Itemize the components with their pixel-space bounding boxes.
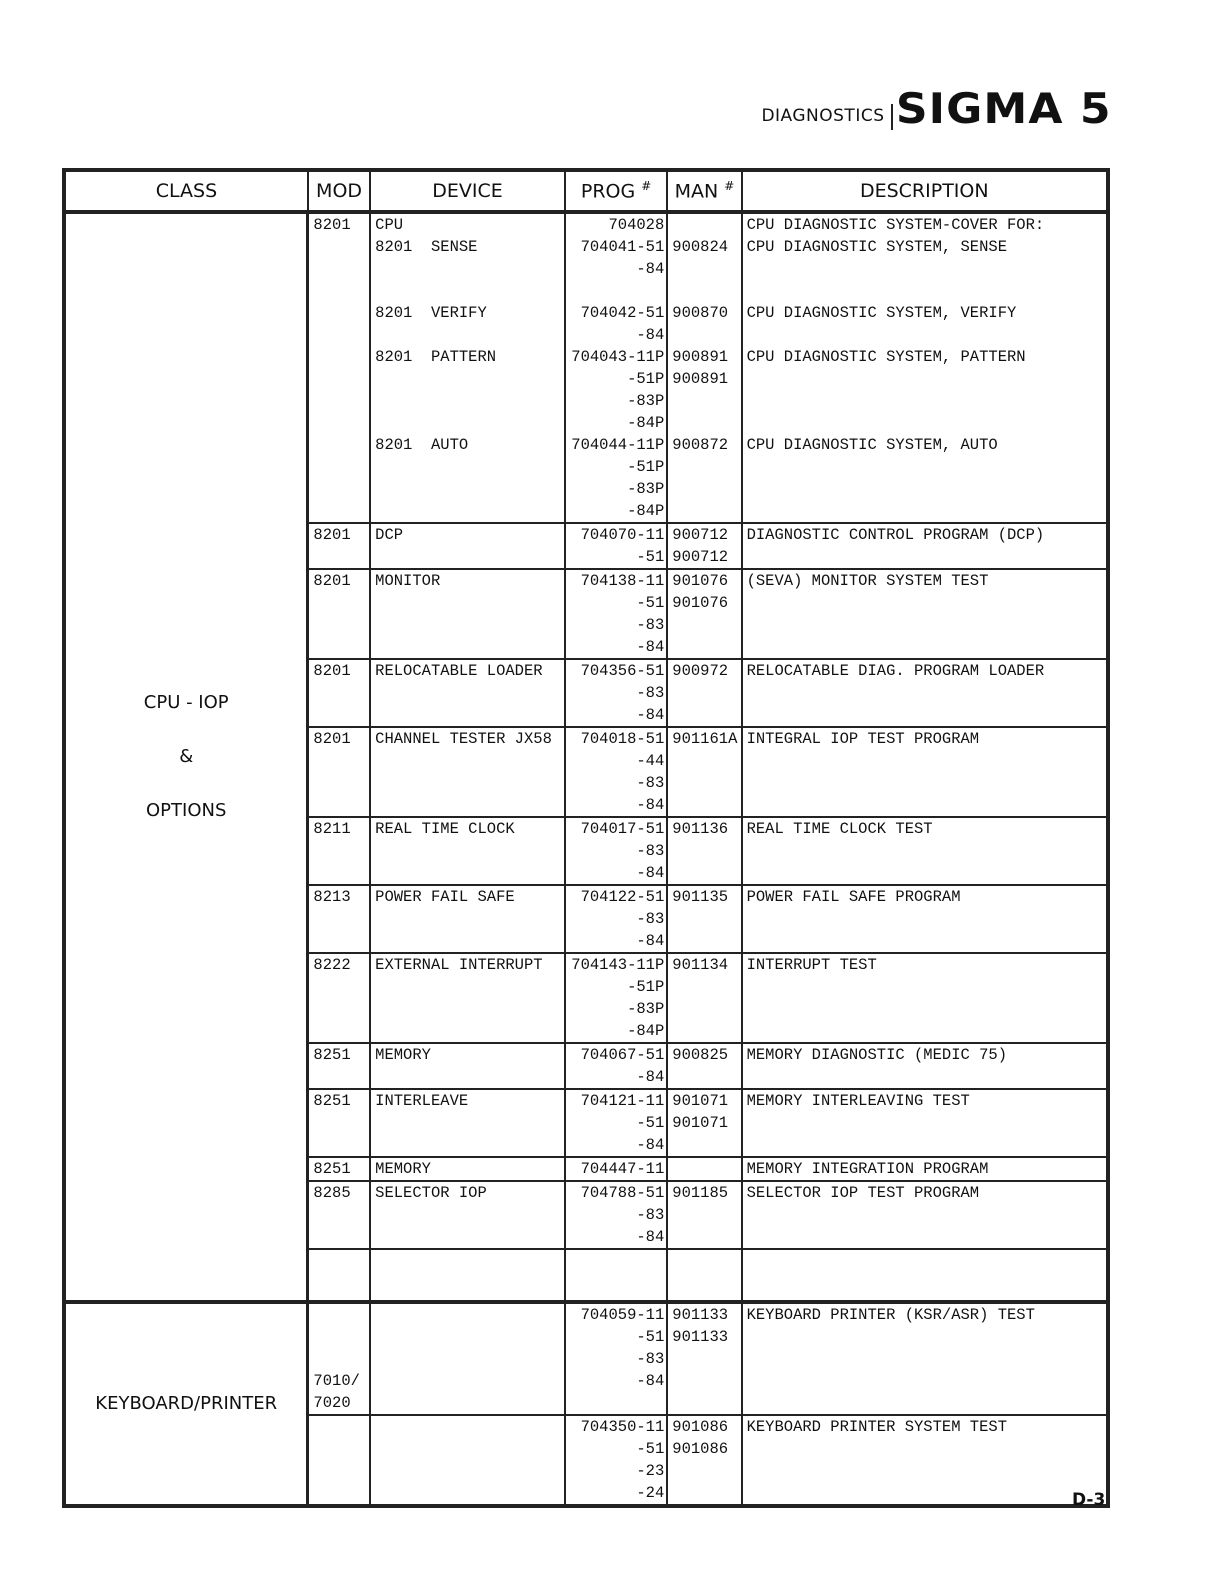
device-cell <box>370 212 565 523</box>
prog-cell-line: -84 <box>636 706 665 724</box>
prog-cell-line: 704122-51 <box>580 888 665 906</box>
prog-cell-line: 704788-51 <box>580 1184 665 1202</box>
col-prog: PROG # <box>565 170 667 212</box>
prog-cell-line: 704121-11 <box>580 1092 665 1110</box>
mod-cell-line <box>313 1326 365 1348</box>
prog-cell <box>565 817 667 885</box>
man-cell-line: 901076 <box>672 594 729 612</box>
mod-cell-line: 8201 <box>313 216 351 234</box>
prog-cell-line: -83P <box>627 1000 665 1018</box>
prog-cell-line: -24 <box>636 1484 665 1502</box>
prog-cell-line: -84 <box>636 796 665 814</box>
description-cell-line: INTERRUPT TEST <box>746 956 877 974</box>
device-cell-line <box>375 324 560 346</box>
prog-cell-line: -84 <box>636 326 665 344</box>
prog-cell-line: -51 <box>636 1114 665 1132</box>
description-cell-line <box>747 324 1102 346</box>
description-cell <box>742 885 1108 953</box>
prog-cell-line: 704138-11 <box>580 572 665 590</box>
mod-cell-line: 8213 <box>313 888 351 906</box>
man-cell <box>667 659 741 727</box>
device-cell-line: 8201 PATTERN <box>375 348 497 366</box>
mod-cell <box>308 1089 370 1157</box>
mod-cell <box>308 953 370 1043</box>
description-cell <box>742 212 1108 523</box>
col-class: CLASS <box>64 170 308 212</box>
prog-cell-line: -83 <box>636 1350 665 1368</box>
description-cell-line: CPU DIAGNOSTIC SYSTEM, SENSE <box>746 238 1008 256</box>
mod-cell <box>308 885 370 953</box>
prog-cell-line: -51 <box>636 548 665 566</box>
prog-cell-line: -83 <box>636 616 665 634</box>
description-cell-line <box>747 368 1102 390</box>
table-header-row <box>64 170 1108 212</box>
prog-cell-line: -51P <box>627 978 665 996</box>
description-cell <box>742 1157 1108 1181</box>
mod-cell-line: 8251 <box>313 1092 351 1110</box>
device-cell <box>370 659 565 727</box>
prog-cell <box>565 1157 667 1181</box>
description-cell <box>742 569 1108 659</box>
prog-cell-line: -84P <box>627 1022 665 1040</box>
class-label: OPTIONS <box>146 800 227 821</box>
description-cell-line: CPU DIAGNOSTIC SYSTEM, VERIFY <box>746 304 1017 322</box>
class-cell <box>64 212 308 1302</box>
description-cell-line: CPU DIAGNOSTIC SYSTEM, AUTO <box>746 436 998 454</box>
prog-cell <box>565 1043 667 1089</box>
description-cell <box>742 523 1108 569</box>
mod-cell-line: 7020 <box>313 1394 351 1412</box>
man-cell-line: 900825 <box>672 1046 729 1064</box>
prog-cell-line: 704059-11 <box>580 1306 665 1324</box>
man-cell <box>667 1089 741 1157</box>
man-cell-line: 901086 <box>672 1440 729 1458</box>
class-cell: KEYBOARD/PRINTER <box>64 1302 308 1506</box>
section-title: DIAGNOSTICS <box>761 106 885 126</box>
prog-cell-line: 704143-11P <box>571 956 665 974</box>
mod-cell-line: 8251 <box>313 1160 351 1178</box>
man-cell <box>667 953 741 1043</box>
man-cell-line: 901136 <box>672 820 729 838</box>
prog-cell-line: -83 <box>636 774 665 792</box>
table-row <box>64 212 1108 523</box>
man-cell-line: 901133 <box>672 1328 729 1346</box>
prog-cell-line: 704042-51 <box>580 304 665 322</box>
prog-cell <box>565 1089 667 1157</box>
man-cell-line: 900712 <box>672 526 729 544</box>
man-cell-line: 900972 <box>672 662 729 680</box>
empty-cell <box>667 1249 741 1302</box>
man-cell-line: 900870 <box>672 304 729 322</box>
device-cell-line: RELOCATABLE LOADER <box>375 662 543 680</box>
prog-cell-line: -84 <box>636 932 665 950</box>
device-cell-line: MONITOR <box>375 572 441 590</box>
device-cell-line: POWER FAIL SAFE <box>375 888 515 906</box>
description-cell <box>742 817 1108 885</box>
description-cell <box>742 659 1108 727</box>
prog-cell-line: -83 <box>636 1206 665 1224</box>
device-cell <box>370 727 565 817</box>
man-cell-line: 901134 <box>672 956 729 974</box>
device-cell <box>370 1302 565 1415</box>
prog-cell-line: -84 <box>636 1372 665 1390</box>
mod-cell <box>308 523 370 569</box>
prog-cell-line: -51P <box>627 458 665 476</box>
mod-cell <box>308 1181 370 1249</box>
prog-cell-line: -51P <box>627 370 665 388</box>
device-cell-line: MEMORY <box>375 1160 431 1178</box>
man-cell-line: 901071 <box>672 1114 729 1132</box>
description-cell-line: REAL TIME CLOCK TEST <box>746 820 933 838</box>
sigma-logo: SIGMA 5 <box>895 84 1112 133</box>
description-cell <box>742 953 1108 1043</box>
device-cell <box>370 1181 565 1249</box>
description-cell-line: POWER FAIL SAFE PROGRAM <box>746 888 961 906</box>
man-cell-line <box>672 280 736 302</box>
device-cell-line: EXTERNAL INTERRUPT <box>375 956 543 974</box>
prog-cell-line: 704018-51 <box>580 730 665 748</box>
page-number: D-3 <box>1072 1490 1106 1510</box>
mod-cell <box>308 569 370 659</box>
man-cell <box>667 1415 741 1506</box>
man-cell <box>667 523 741 569</box>
man-cell <box>667 817 741 885</box>
description-cell <box>742 1415 1108 1506</box>
description-cell-line: (SEVA) MONITOR SYSTEM TEST <box>746 572 989 590</box>
prog-cell-line: 704043-11P <box>571 348 665 366</box>
mod-cell-line: 8285 <box>313 1184 351 1202</box>
prog-cell-line: -51 <box>636 594 665 612</box>
device-cell <box>370 1089 565 1157</box>
device-cell-line <box>375 390 560 412</box>
prog-cell-line: -83 <box>636 910 665 928</box>
prog-cell-line: -51 <box>636 1440 665 1458</box>
man-cell-line: 901161A <box>672 730 738 748</box>
empty-cell <box>565 1249 667 1302</box>
header-divider <box>891 104 893 130</box>
prog-cell-line: 704017-51 <box>580 820 665 838</box>
description-cell-line: KEYBOARD PRINTER SYSTEM TEST <box>746 1418 1008 1436</box>
prog-cell-line: -84 <box>636 638 665 656</box>
man-cell-line: 901086 <box>672 1418 729 1436</box>
device-cell <box>370 885 565 953</box>
device-cell-line: MEMORY <box>375 1046 431 1064</box>
mod-cell <box>308 817 370 885</box>
description-cell-line <box>747 412 1102 434</box>
col-description: DESCRIPTION <box>742 170 1108 212</box>
device-cell-line <box>375 1304 560 1326</box>
device-cell-line <box>375 368 560 390</box>
description-cell <box>742 1089 1108 1157</box>
man-cell-line: 901133 <box>672 1306 729 1324</box>
prog-cell <box>565 953 667 1043</box>
prog-cell-line: 704067-51 <box>580 1046 665 1064</box>
empty-cell <box>308 1249 370 1302</box>
empty-cell <box>370 1249 565 1302</box>
diagnostics-table <box>62 168 1110 1508</box>
device-cell <box>370 569 565 659</box>
mod-cell-line: 8201 <box>313 730 351 748</box>
device-cell-line: 8201 SENSE <box>375 238 478 256</box>
prog-cell <box>565 569 667 659</box>
prog-cell <box>565 1302 667 1415</box>
prog-cell-line: 704070-11 <box>580 526 665 544</box>
page-header <box>761 84 1112 133</box>
mod-cell <box>308 212 370 523</box>
man-cell <box>667 1157 741 1181</box>
device-cell-line: REAL TIME CLOCK <box>375 820 515 838</box>
prog-cell-line <box>570 280 664 302</box>
description-cell-line: SELECTOR IOP TEST PROGRAM <box>746 1184 980 1202</box>
prog-cell-line: -84 <box>636 864 665 882</box>
device-cell <box>370 523 565 569</box>
man-cell-line: 900824 <box>672 238 729 256</box>
prog-cell <box>565 727 667 817</box>
man-cell <box>667 1043 741 1089</box>
prog-cell-line: -84 <box>636 1068 665 1086</box>
prog-cell <box>565 885 667 953</box>
man-cell-line: 900872 <box>672 436 729 454</box>
man-cell-line <box>672 214 736 236</box>
empty-cell <box>742 1249 1108 1302</box>
description-cell-line <box>747 390 1102 412</box>
col-man: MAN # <box>667 170 741 212</box>
device-cell-line <box>375 258 560 280</box>
prog-cell-line: -44 <box>636 752 665 770</box>
man-cell-line: 900891 <box>672 370 729 388</box>
prog-cell-line: -83P <box>627 480 665 498</box>
description-cell-line: KEYBOARD PRINTER (KSR/ASR) TEST <box>746 1306 1035 1324</box>
man-cell <box>667 1302 741 1415</box>
prog-cell <box>565 1181 667 1249</box>
mod-cell-line: 8201 <box>313 662 351 680</box>
man-cell-line: 900712 <box>672 548 729 566</box>
device-cell-line <box>375 1416 560 1438</box>
description-cell <box>742 727 1108 817</box>
device-cell-line: INTERLEAVE <box>375 1092 469 1110</box>
man-cell-line <box>672 258 736 280</box>
description-cell <box>742 1043 1108 1089</box>
col-mod: MOD <box>308 170 370 212</box>
description-cell-line: MEMORY INTERLEAVING TEST <box>746 1092 970 1110</box>
device-cell-line: CPU <box>375 216 404 234</box>
man-cell <box>667 212 741 523</box>
mod-cell-line: 8222 <box>313 956 351 974</box>
description-cell <box>742 1181 1108 1249</box>
prog-cell-line: -84 <box>636 260 665 278</box>
mod-cell-line: 8201 <box>313 526 351 544</box>
man-cell <box>667 569 741 659</box>
mod-cell-line <box>313 1348 365 1370</box>
mod-cell-line: 7010/ <box>313 1372 360 1390</box>
device-cell-line: CHANNEL TESTER JX58 <box>375 730 552 748</box>
device-cell-line <box>375 412 560 434</box>
man-cell-line: 901071 <box>672 1092 729 1110</box>
man-cell-line: 901076 <box>672 572 729 590</box>
prog-cell-line: -84P <box>627 414 665 432</box>
prog-cell-line: 704356-51 <box>580 662 665 680</box>
prog-cell <box>565 659 667 727</box>
table-row <box>64 1302 1108 1415</box>
mod-cell <box>308 727 370 817</box>
device-cell-line: 8201 VERIFY <box>375 304 487 322</box>
description-cell-line: DIAGNOSTIC CONTROL PROGRAM (DCP) <box>746 526 1045 544</box>
prog-cell-line: 704041-51 <box>580 238 665 256</box>
man-cell <box>667 1181 741 1249</box>
mod-cell <box>308 659 370 727</box>
description-cell-line <box>747 280 1102 302</box>
mod-cell-line: 8251 <box>313 1046 351 1064</box>
prog-cell-line: -23 <box>636 1462 665 1480</box>
prog-cell-line: -84P <box>627 502 665 520</box>
prog-cell-line: -84 <box>636 1136 665 1154</box>
prog-cell-line: 704350-11 <box>580 1418 665 1436</box>
description-cell-line: CPU DIAGNOSTIC SYSTEM-COVER FOR: <box>746 216 1045 234</box>
man-cell-line: 901185 <box>672 1184 729 1202</box>
mod-cell <box>308 1302 370 1415</box>
description-cell-line: RELOCATABLE DIAG. PROGRAM LOADER <box>746 662 1045 680</box>
prog-cell <box>565 212 667 523</box>
device-cell <box>370 953 565 1043</box>
man-cell-line <box>672 390 736 412</box>
mod-cell-line: 8211 <box>313 820 351 838</box>
prog-cell-line: -83 <box>636 684 665 702</box>
prog-cell-line: -83P <box>627 392 665 410</box>
col-device: DEVICE <box>370 170 565 212</box>
description-cell <box>742 1302 1108 1415</box>
man-cell-line: 900891 <box>672 348 729 366</box>
prog-cell-line: -84 <box>636 1228 665 1246</box>
device-cell <box>370 1043 565 1089</box>
description-cell-line: MEMORY INTEGRATION PROGRAM <box>746 1160 989 1178</box>
device-cell <box>370 1415 565 1506</box>
description-cell-line: INTEGRAL IOP TEST PROGRAM <box>746 730 980 748</box>
mod-cell <box>308 1415 370 1506</box>
prog-cell <box>565 1415 667 1506</box>
class-label: CPU - IOP <box>143 692 229 713</box>
device-cell <box>370 817 565 885</box>
mod-cell-line: 8201 <box>313 572 351 590</box>
description-cell-line: CPU DIAGNOSTIC SYSTEM, PATTERN <box>746 348 1026 366</box>
man-cell <box>667 885 741 953</box>
prog-cell-line: 704447-11 <box>580 1160 665 1178</box>
man-cell <box>667 727 741 817</box>
prog-cell-line: 704028 <box>608 216 665 234</box>
device-cell-line <box>375 280 560 302</box>
class-label: & <box>179 746 194 767</box>
device-cell-line: SELECTOR IOP <box>375 1184 487 1202</box>
mod-cell-line <box>313 1416 365 1438</box>
device-cell-line: 8201 AUTO <box>375 436 469 454</box>
prog-cell <box>565 523 667 569</box>
prog-cell-line: -83 <box>636 842 665 860</box>
mod-cell-line <box>313 1304 365 1326</box>
device-cell <box>370 1157 565 1181</box>
description-cell-line <box>747 258 1102 280</box>
mod-cell <box>308 1157 370 1181</box>
prog-cell-line: 704044-11P <box>571 436 665 454</box>
man-cell-line <box>672 324 736 346</box>
prog-cell-line: -51 <box>636 1328 665 1346</box>
man-cell-line: 901135 <box>672 888 729 906</box>
man-cell-line <box>672 1158 736 1180</box>
mod-cell <box>308 1043 370 1089</box>
description-cell-line: MEMORY DIAGNOSTIC (MEDIC 75) <box>746 1046 1008 1064</box>
man-cell-line <box>672 412 736 434</box>
device-cell-line: DCP <box>375 526 404 544</box>
